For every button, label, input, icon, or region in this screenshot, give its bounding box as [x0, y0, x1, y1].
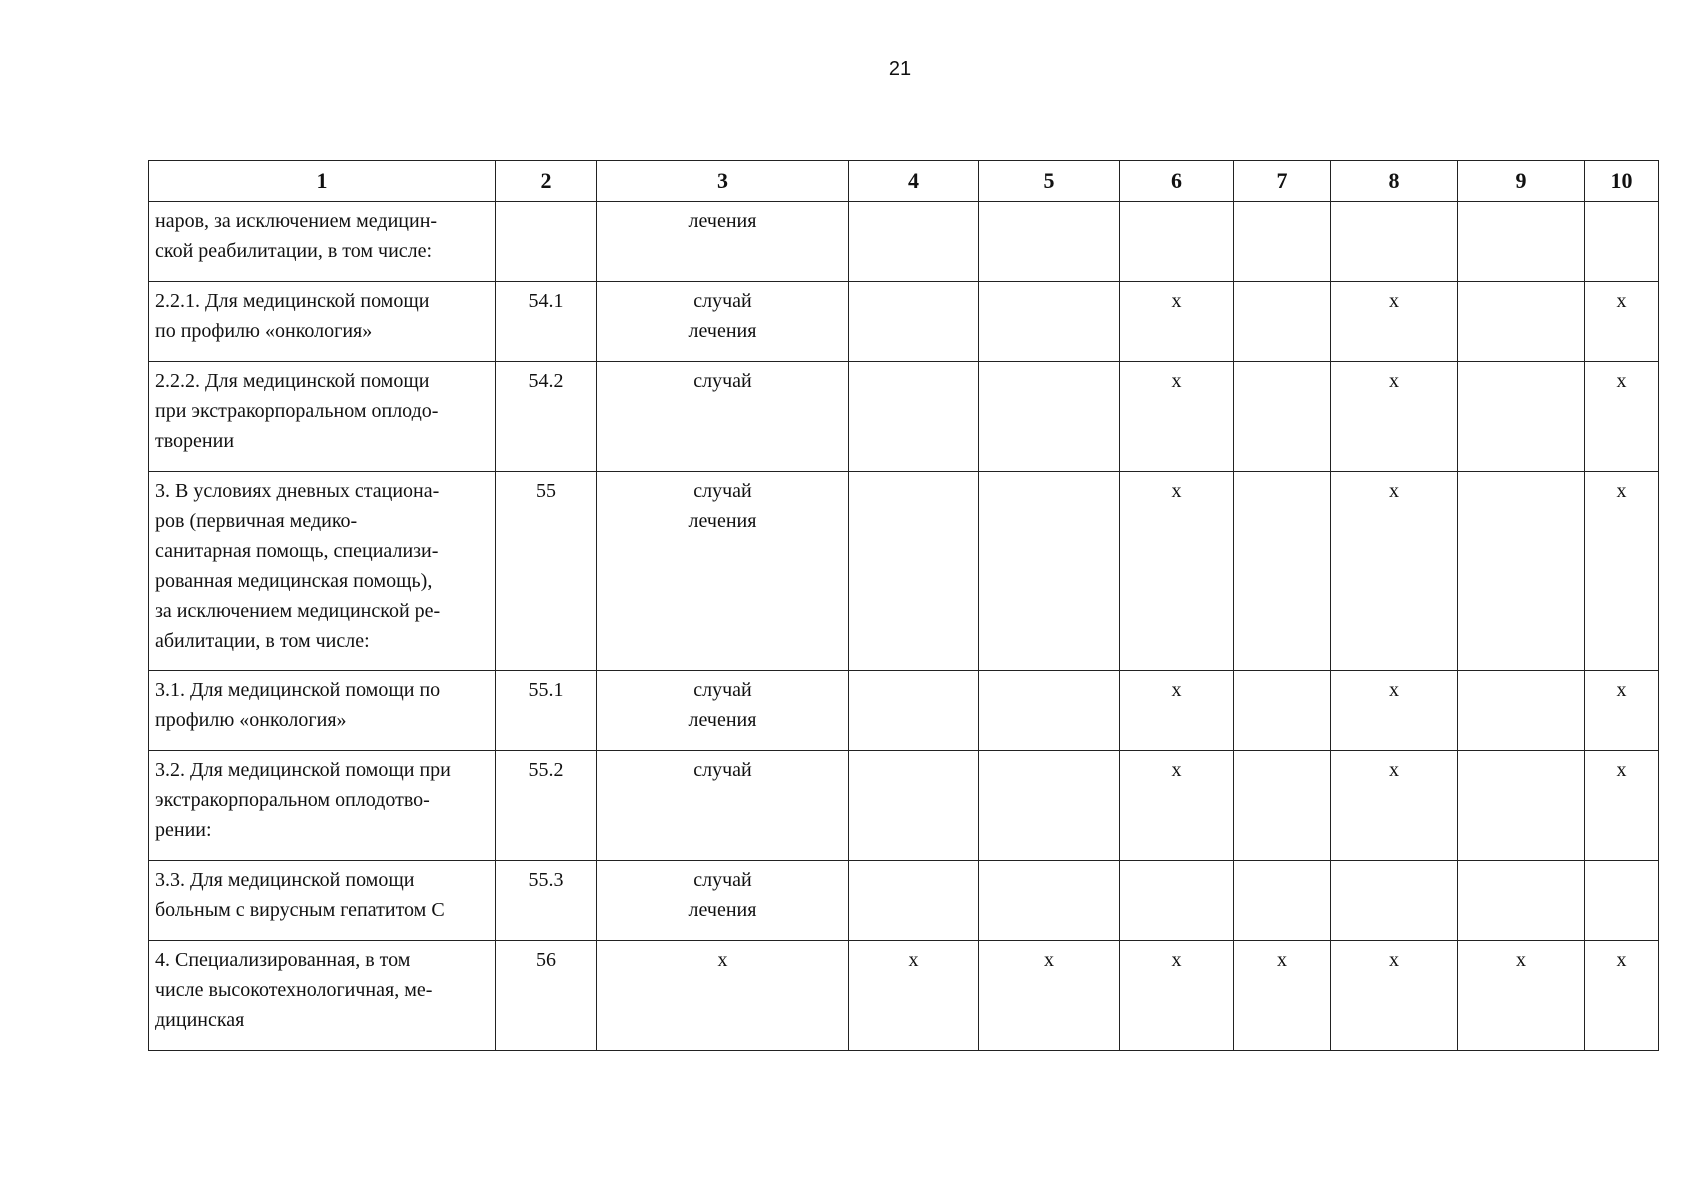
table-cell — [979, 362, 1120, 472]
table-cell — [1234, 362, 1331, 472]
table-cell — [1458, 671, 1585, 751]
table-row — [149, 751, 1659, 861]
table-cell — [496, 861, 597, 941]
table-cell — [1585, 472, 1659, 671]
column-header: 10 — [1585, 161, 1659, 202]
cell-text: x — [1389, 949, 1399, 971]
cell-text: 4. Специализированная, в том числе высокотехнологичная, ме- дицинская — [155, 949, 433, 1031]
cell-text: x — [1389, 370, 1399, 392]
table-cell — [1331, 472, 1458, 671]
table-cell — [1120, 861, 1234, 941]
table-cell — [1331, 282, 1458, 362]
cell-text: x — [908, 949, 919, 971]
table-cell — [597, 282, 849, 362]
cell-text: 55.3 — [528, 869, 564, 891]
table-cell — [496, 671, 597, 751]
cell-text: наров, за исключением медицин- ской реабилитации, в том числе: — [155, 210, 438, 262]
table-cell — [1458, 941, 1585, 1051]
cell-text: 3.2. Для медицинской помощи при экстракорпоральном оплодотво- рении: — [155, 759, 451, 841]
table-cell — [1120, 362, 1234, 472]
table-cell — [849, 941, 979, 1051]
table-cell — [1234, 941, 1331, 1051]
table-cell — [1458, 751, 1585, 861]
cell-text: x — [1171, 679, 1182, 701]
cell-text: 2.2.2. Для медицинской помощи при экстракорпоральном оплодо- творении — [155, 370, 439, 452]
table-cell — [597, 671, 849, 751]
table-cell — [1585, 671, 1659, 751]
table-cell — [1585, 282, 1659, 362]
table-cell — [496, 362, 597, 472]
cell-text: 55.2 — [528, 759, 564, 781]
column-header: 3 — [597, 161, 849, 202]
table-row — [149, 202, 1659, 282]
table-cell — [1120, 941, 1234, 1051]
row-description-cell — [149, 861, 496, 941]
table-row — [149, 362, 1659, 472]
cell-text: x — [1171, 759, 1182, 781]
document-table — [148, 160, 1659, 1051]
table-cell — [1234, 282, 1331, 362]
cell-text: x — [1616, 480, 1627, 502]
cell-text: x — [1171, 949, 1182, 971]
cell-text: лечения — [688, 210, 757, 232]
table-cell — [1458, 202, 1585, 282]
table-cell — [496, 282, 597, 362]
cell-text: x — [1616, 679, 1627, 701]
table-row — [149, 671, 1659, 751]
cell-text: x — [1616, 370, 1627, 392]
table-cell — [1585, 202, 1659, 282]
cell-text: x — [1171, 480, 1182, 502]
table-cell — [496, 472, 597, 671]
row-description-cell — [149, 751, 496, 861]
table-row — [149, 941, 1659, 1051]
table-cell — [1120, 472, 1234, 671]
cell-text: x — [1171, 370, 1182, 392]
cell-text: случай лечения — [688, 290, 757, 342]
table-cell — [1120, 282, 1234, 362]
table-cell — [979, 202, 1120, 282]
cell-text: x — [1616, 290, 1627, 312]
table-cell — [1234, 202, 1331, 282]
column-header: 2 — [496, 161, 597, 202]
page-number: 21 — [888, 58, 912, 80]
table-cell — [849, 202, 979, 282]
table-cell — [597, 861, 849, 941]
table-cell — [979, 282, 1120, 362]
table-cell — [1120, 751, 1234, 861]
table-cell — [1120, 671, 1234, 751]
table-cell — [496, 941, 597, 1051]
table-cell — [1585, 751, 1659, 861]
table-cell — [979, 941, 1120, 1051]
row-description-cell — [149, 202, 496, 282]
table-cell — [597, 202, 849, 282]
cell-text: 3. В условиях дневных стациона- ров (первичная медико- санитарная помощь, специализи- рованная медицинская помощь), за исключением медицинской ре- абилитации, в том числе: — [155, 480, 441, 652]
cell-text: случай лечения — [688, 869, 757, 921]
table-cell — [1458, 282, 1585, 362]
table-cell — [597, 941, 849, 1051]
row-description-cell — [149, 362, 496, 472]
table-body — [149, 202, 1659, 1051]
table-cell — [1234, 472, 1331, 671]
cell-text: 56 — [536, 949, 556, 971]
cell-text: x — [1516, 949, 1526, 971]
table-cell — [979, 751, 1120, 861]
cell-text: 2.2.1. Для медицинской помощи по профилю «онкология» — [155, 290, 430, 342]
table-cell — [1234, 671, 1331, 751]
table-cell — [1458, 861, 1585, 941]
table-cell — [1331, 671, 1458, 751]
table-cell — [1331, 861, 1458, 941]
row-description-cell — [149, 282, 496, 362]
cell-text: 3.1. Для медицинской помощи по профилю «онкология» — [155, 679, 441, 731]
table-cell — [496, 751, 597, 861]
cell-text: x — [1389, 759, 1399, 781]
table-cell — [979, 472, 1120, 671]
table-cell — [849, 671, 979, 751]
cell-text: x — [1389, 480, 1399, 502]
table-cell — [1458, 472, 1585, 671]
column-header: 8 — [1331, 161, 1458, 202]
table-cell — [1234, 751, 1331, 861]
table-cell — [849, 472, 979, 671]
table-row — [149, 472, 1659, 671]
table-cell — [1458, 362, 1585, 472]
table-cell — [1331, 202, 1458, 282]
table-row — [149, 282, 1659, 362]
table-cell — [597, 472, 849, 671]
table-cell — [849, 362, 979, 472]
table-row — [149, 861, 1659, 941]
column-header: 9 — [1458, 161, 1585, 202]
cell-text: случай — [693, 759, 752, 781]
cell-text: x — [1616, 949, 1627, 971]
table-cell — [849, 751, 979, 861]
table-cell — [1234, 861, 1331, 941]
cell-text: 55.1 — [528, 679, 564, 701]
row-description-cell — [149, 671, 496, 751]
cell-text: x — [1389, 679, 1399, 701]
row-description-cell — [149, 941, 496, 1051]
cell-text: случай лечения — [688, 480, 757, 532]
table-cell — [496, 202, 597, 282]
row-description-cell — [149, 472, 496, 671]
column-header: 5 — [979, 161, 1120, 202]
table-cell — [1585, 362, 1659, 472]
cell-text: 55 — [536, 480, 556, 502]
header-row — [149, 161, 1659, 202]
cell-text: x — [717, 949, 728, 971]
table-cell — [597, 362, 849, 472]
column-header: 4 — [849, 161, 979, 202]
cell-text: случай лечения — [688, 679, 757, 731]
cell-text: 3.3. Для медицинской помощи больным с вирусным гепатитом С — [155, 869, 445, 921]
cell-text: x — [1616, 759, 1627, 781]
table-cell — [1585, 941, 1659, 1051]
column-header: 6 — [1120, 161, 1234, 202]
cell-text: x — [1389, 290, 1399, 312]
cell-text: 54.2 — [528, 370, 564, 392]
cell-text: x — [1277, 949, 1287, 971]
table-cell — [979, 861, 1120, 941]
table-cell — [849, 861, 979, 941]
table-cell — [1120, 202, 1234, 282]
cell-text: 54.1 — [528, 290, 564, 312]
table-cell — [1331, 362, 1458, 472]
table-cell — [597, 751, 849, 861]
table-cell — [1585, 861, 1659, 941]
cell-text: x — [1171, 290, 1182, 312]
table-cell — [1331, 941, 1458, 1051]
column-header: 7 — [1234, 161, 1331, 202]
table-cell — [979, 671, 1120, 751]
table-cell — [849, 282, 979, 362]
cell-text: случай — [693, 370, 752, 392]
cell-text: x — [1044, 949, 1054, 971]
column-header: 1 — [149, 161, 496, 202]
table-cell — [1331, 751, 1458, 861]
